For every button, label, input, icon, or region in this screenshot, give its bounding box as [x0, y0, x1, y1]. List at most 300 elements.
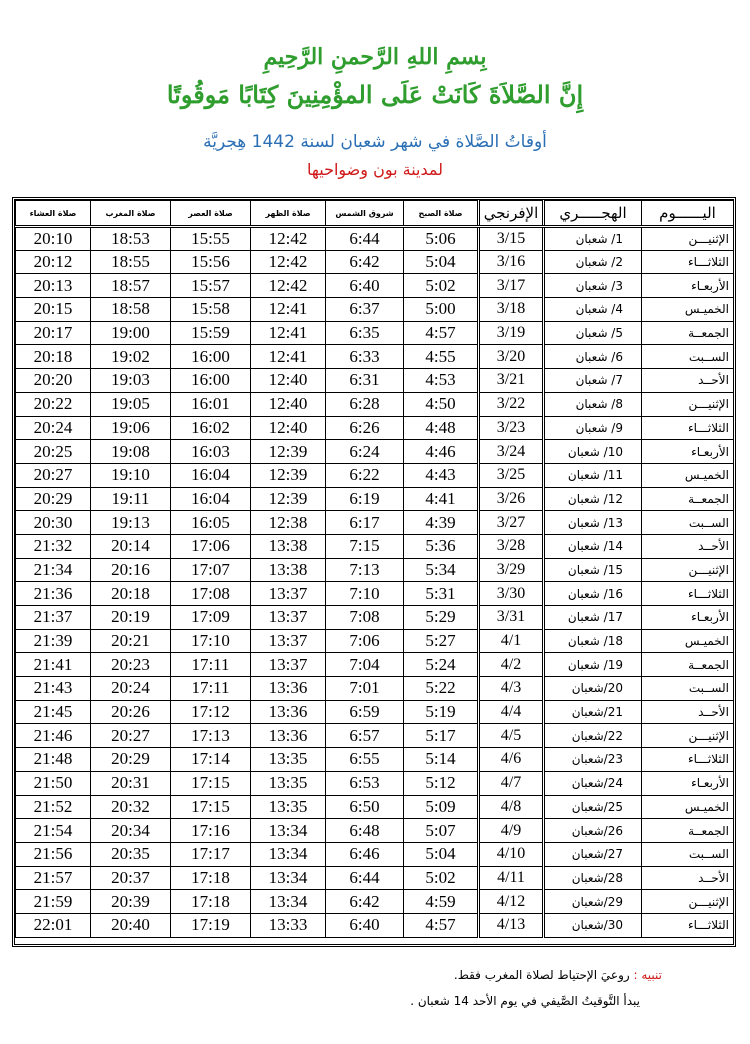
cell-maghrib: 20:32: [91, 795, 171, 819]
cell-isha: 21:43: [16, 677, 91, 701]
cell-maghrib: 20:23: [91, 653, 171, 677]
cell-maghrib: 19:08: [91, 440, 171, 464]
cell-sunrise: 6:28: [326, 392, 404, 416]
table-row: [16, 653, 734, 677]
cell-day: الجمعــة: [642, 819, 734, 843]
cell-day: الســبت: [642, 345, 734, 369]
table-row: [16, 771, 734, 795]
cell-gregorian: 4/6: [479, 748, 544, 772]
cell-asr: 17:14: [171, 748, 251, 772]
cell-sunrise: 7:08: [326, 606, 404, 630]
cell-dhuhr: 13:33: [251, 913, 326, 937]
cell-isha: 21:54: [16, 819, 91, 843]
cell-isha: 21:59: [16, 890, 91, 914]
cell-sunrise: 6:17: [326, 511, 404, 535]
cell-sunrise: 6:55: [326, 748, 404, 772]
cell-asr: 17:15: [171, 795, 251, 819]
cell-dhuhr: 12:40: [251, 416, 326, 440]
cell-dhuhr: 13:37: [251, 606, 326, 630]
cell-hijri: 13/ شعبان: [544, 511, 642, 535]
cell-asr: 15:57: [171, 274, 251, 298]
cell-asr: 16:04: [171, 487, 251, 511]
cell-asr: 16:01: [171, 392, 251, 416]
cell-gregorian: 4/1: [479, 629, 544, 653]
cell-gregorian: 4/3: [479, 677, 544, 701]
cell-gregorian: 4/11: [479, 866, 544, 890]
cell-sunrise: 6:42: [326, 890, 404, 914]
cell-dhuhr: 12:41: [251, 345, 326, 369]
prayer-times-table: [15, 200, 734, 938]
cell-gregorian: 4/10: [479, 842, 544, 866]
cell-asr: 17:07: [171, 558, 251, 582]
note-text-1: روعيَ الإحتياط لصلاة المغرب فقط.: [453, 968, 630, 982]
cell-hijri: 22/شعبان: [544, 724, 642, 748]
cell-dhuhr: 13:38: [251, 558, 326, 582]
cell-sunrise: 6:44: [326, 866, 404, 890]
cell-dhuhr: 13:35: [251, 795, 326, 819]
cell-sunrise: 6:31: [326, 369, 404, 393]
cell-sunrise: 6:40: [326, 274, 404, 298]
cell-isha: 21:45: [16, 700, 91, 724]
cell-hijri: 17/ شعبان: [544, 606, 642, 630]
cell-gregorian: 4/5: [479, 724, 544, 748]
cell-dhuhr: 13:35: [251, 771, 326, 795]
cell-hijri: 21/شعبان: [544, 700, 642, 724]
cell-sunrise: 7:13: [326, 558, 404, 582]
cell-fajr: 5:17: [404, 724, 479, 748]
table-row: [16, 606, 734, 630]
cell-hijri: 25/شعبان: [544, 795, 642, 819]
cell-isha: 22:01: [16, 913, 91, 937]
table-row: [16, 250, 734, 274]
cell-gregorian: 3/24: [479, 440, 544, 464]
cell-day: الأربعـاء: [642, 274, 734, 298]
cell-day: الثلاثـــاء: [642, 416, 734, 440]
cell-day: الســبت: [642, 677, 734, 701]
cell-day: الأحــد: [642, 700, 734, 724]
cell-day: الســبت: [642, 511, 734, 535]
cell-maghrib: 20:18: [91, 582, 171, 606]
cell-gregorian: 4/13: [479, 913, 544, 937]
cell-maghrib: 20:26: [91, 700, 171, 724]
cell-isha: 20:29: [16, 487, 91, 511]
cell-sunrise: 7:01: [326, 677, 404, 701]
col-header-fajr: صلاة الصبح: [404, 201, 479, 227]
cell-dhuhr: 12:42: [251, 227, 326, 251]
cell-dhuhr: 13:37: [251, 629, 326, 653]
table-row: [16, 274, 734, 298]
page-subtitle: لمدينة بون وضواحيها: [306, 160, 443, 179]
cell-gregorian: 4/7: [479, 771, 544, 795]
cell-dhuhr: 12:40: [251, 392, 326, 416]
cell-day: الثلاثـــاء: [642, 250, 734, 274]
cell-gregorian: 3/19: [479, 321, 544, 345]
cell-dhuhr: 13:36: [251, 724, 326, 748]
cell-maghrib: 20:39: [91, 890, 171, 914]
cell-day: الخميـس: [642, 298, 734, 322]
cell-fajr: 5:12: [404, 771, 479, 795]
cell-maghrib: 18:58: [91, 298, 171, 322]
cell-asr: 17:16: [171, 819, 251, 843]
cell-isha: 20:10: [16, 227, 91, 251]
cell-maghrib: 19:10: [91, 463, 171, 487]
cell-fajr: 5:00: [404, 298, 479, 322]
cell-sunrise: 6:24: [326, 440, 404, 464]
cell-isha: 20:15: [16, 298, 91, 322]
cell-asr: 15:56: [171, 250, 251, 274]
quran-verse-heading: إِنَّ الصَّلاَةَ كَانَتْ عَلَى المؤْمِنِينَ كِتَابًا مَوقُوتًا: [166, 80, 584, 109]
table-header-row: [16, 201, 734, 227]
note-label: تنبيه :: [633, 968, 662, 982]
table-row: [16, 558, 734, 582]
cell-hijri: 14/ شعبان: [544, 534, 642, 558]
cell-sunrise: 6:50: [326, 795, 404, 819]
cell-asr: 17:08: [171, 582, 251, 606]
cell-isha: 20:17: [16, 321, 91, 345]
table-row: [16, 321, 734, 345]
cell-dhuhr: 13:34: [251, 842, 326, 866]
cell-dhuhr: 13:35: [251, 748, 326, 772]
cell-gregorian: 4/12: [479, 890, 544, 914]
col-header-isha: صلاة العشاء: [16, 201, 91, 227]
cell-dhuhr: 12:41: [251, 298, 326, 322]
table-row: [16, 890, 734, 914]
cell-dhuhr: 13:36: [251, 677, 326, 701]
cell-asr: 17:11: [171, 677, 251, 701]
col-header-day: اليــــــوم: [642, 201, 734, 227]
cell-fajr: 4:46: [404, 440, 479, 464]
cell-hijri: 4/ شعبان: [544, 298, 642, 322]
cell-maghrib: 19:05: [91, 392, 171, 416]
cell-day: الخميـس: [642, 795, 734, 819]
table-row: [16, 677, 734, 701]
table-row: [16, 298, 734, 322]
cell-fajr: 5:14: [404, 748, 479, 772]
table-row: [16, 345, 734, 369]
cell-hijri: 30/شعبان: [544, 913, 642, 937]
cell-asr: 16:03: [171, 440, 251, 464]
cell-gregorian: 4/8: [479, 795, 544, 819]
cell-maghrib: 20:40: [91, 913, 171, 937]
cell-hijri: 12/ شعبان: [544, 487, 642, 511]
table-body: [16, 227, 734, 938]
cell-fajr: 5:04: [404, 250, 479, 274]
cell-maghrib: 19:06: [91, 416, 171, 440]
cell-sunrise: 6:48: [326, 819, 404, 843]
cell-fajr: 4:55: [404, 345, 479, 369]
cell-isha: 20:30: [16, 511, 91, 535]
cell-day: الأربعـاء: [642, 771, 734, 795]
cell-fajr: 5:36: [404, 534, 479, 558]
cell-asr: 17:19: [171, 913, 251, 937]
table-row: [16, 440, 734, 464]
cell-isha: 21:57: [16, 866, 91, 890]
cell-fajr: 5:34: [404, 558, 479, 582]
cell-isha: 21:56: [16, 842, 91, 866]
table-row: [16, 700, 734, 724]
cell-sunrise: 7:10: [326, 582, 404, 606]
cell-fajr: 4:48: [404, 416, 479, 440]
cell-gregorian: 4/9: [479, 819, 544, 843]
cell-isha: 21:48: [16, 748, 91, 772]
cell-hijri: 29/شعبان: [544, 890, 642, 914]
cell-fajr: 4:53: [404, 369, 479, 393]
col-header-gregorian: الإفرنجي: [479, 201, 544, 227]
table-row: [16, 369, 734, 393]
cell-asr: 16:00: [171, 369, 251, 393]
cell-isha: 21:34: [16, 558, 91, 582]
cell-hijri: 1/ شعبان: [544, 227, 642, 251]
cell-maghrib: 19:13: [91, 511, 171, 535]
cell-hijri: 8/ شعبان: [544, 392, 642, 416]
cell-isha: 21:50: [16, 771, 91, 795]
cell-hijri: 2/ شعبان: [544, 250, 642, 274]
cell-hijri: 16/ شعبان: [544, 582, 642, 606]
cell-dhuhr: 12:40: [251, 369, 326, 393]
table-row: [16, 866, 734, 890]
table-row: [16, 913, 734, 937]
cell-day: الأحــد: [642, 369, 734, 393]
cell-isha: 20:12: [16, 250, 91, 274]
page-title: أوقاتُ الصَّلاة في شهر شعبان لسنة 1442 هِجريَّة: [203, 132, 547, 152]
table-row: [16, 463, 734, 487]
cell-gregorian: 3/17: [479, 274, 544, 298]
cell-maghrib: 20:21: [91, 629, 171, 653]
cell-sunrise: 7:15: [326, 534, 404, 558]
note-line-1: [454, 968, 662, 982]
cell-gregorian: 3/20: [479, 345, 544, 369]
cell-asr: 17:18: [171, 890, 251, 914]
cell-isha: 21:41: [16, 653, 91, 677]
cell-sunrise: 6:26: [326, 416, 404, 440]
cell-gregorian: 3/26: [479, 487, 544, 511]
cell-fajr: 4:57: [404, 321, 479, 345]
cell-dhuhr: 12:39: [251, 440, 326, 464]
cell-dhuhr: 12:42: [251, 274, 326, 298]
cell-sunrise: 6:42: [326, 250, 404, 274]
cell-asr: 16:02: [171, 416, 251, 440]
cell-hijri: 24/شعبان: [544, 771, 642, 795]
cell-fajr: 5:19: [404, 700, 479, 724]
cell-isha: 21:52: [16, 795, 91, 819]
table-row: [16, 819, 734, 843]
cell-hijri: 11/ شعبان: [544, 463, 642, 487]
cell-day: الأربعـاء: [642, 440, 734, 464]
cell-dhuhr: 12:38: [251, 511, 326, 535]
cell-gregorian: 3/16: [479, 250, 544, 274]
cell-hijri: 26/شعبان: [544, 819, 642, 843]
cell-isha: 21:37: [16, 606, 91, 630]
cell-gregorian: 3/31: [479, 606, 544, 630]
cell-fajr: 4:43: [404, 463, 479, 487]
cell-isha: 21:36: [16, 582, 91, 606]
cell-asr: 17:11: [171, 653, 251, 677]
table-row: [16, 511, 734, 535]
cell-maghrib: 18:55: [91, 250, 171, 274]
cell-sunrise: 7:04: [326, 653, 404, 677]
cell-asr: 17:17: [171, 842, 251, 866]
cell-dhuhr: 13:38: [251, 534, 326, 558]
prayer-times-table-frame: [12, 197, 736, 947]
cell-maghrib: 20:16: [91, 558, 171, 582]
cell-day: الجمعــة: [642, 653, 734, 677]
cell-sunrise: 6:37: [326, 298, 404, 322]
cell-maghrib: 20:24: [91, 677, 171, 701]
cell-asr: 17:15: [171, 771, 251, 795]
cell-fajr: 5:24: [404, 653, 479, 677]
cell-asr: 15:55: [171, 227, 251, 251]
cell-dhuhr: 12:42: [251, 250, 326, 274]
cell-fajr: 5:07: [404, 819, 479, 843]
table-row: [16, 227, 734, 251]
table-row: [16, 487, 734, 511]
cell-dhuhr: 13:34: [251, 819, 326, 843]
table-row: [16, 724, 734, 748]
cell-dhuhr: 13:34: [251, 890, 326, 914]
cell-sunrise: 6:44: [326, 227, 404, 251]
cell-isha: 20:27: [16, 463, 91, 487]
cell-hijri: 15/ شعبان: [544, 558, 642, 582]
cell-fajr: 5:04: [404, 842, 479, 866]
cell-maghrib: 18:57: [91, 274, 171, 298]
cell-gregorian: 3/29: [479, 558, 544, 582]
cell-day: الخميـس: [642, 463, 734, 487]
cell-maghrib: 18:53: [91, 227, 171, 251]
cell-dhuhr: 12:39: [251, 463, 326, 487]
cell-gregorian: 4/2: [479, 653, 544, 677]
cell-hijri: 7/ شعبان: [544, 369, 642, 393]
cell-fajr: 5:27: [404, 629, 479, 653]
cell-fajr: 4:41: [404, 487, 479, 511]
cell-gregorian: 3/18: [479, 298, 544, 322]
cell-isha: 20:20: [16, 369, 91, 393]
note-line-2: يبدأ التَّوقيتُ الصَّيفي في يوم الأحد 14 شعبان .: [410, 994, 640, 1008]
table-row: [16, 416, 734, 440]
col-header-hijri: الهجـــــري: [544, 201, 642, 227]
cell-gregorian: 3/27: [479, 511, 544, 535]
cell-sunrise: 7:06: [326, 629, 404, 653]
cell-hijri: 3/ شعبان: [544, 274, 642, 298]
cell-isha: 20:18: [16, 345, 91, 369]
cell-sunrise: 6:53: [326, 771, 404, 795]
cell-hijri: 10/ شعبان: [544, 440, 642, 464]
cell-gregorian: 3/30: [479, 582, 544, 606]
cell-sunrise: 6:33: [326, 345, 404, 369]
cell-isha: 20:13: [16, 274, 91, 298]
cell-asr: 17:12: [171, 700, 251, 724]
cell-dhuhr: 12:39: [251, 487, 326, 511]
cell-dhuhr: 12:41: [251, 321, 326, 345]
cell-sunrise: 6:19: [326, 487, 404, 511]
cell-maghrib: 20:34: [91, 819, 171, 843]
cell-asr: 16:05: [171, 511, 251, 535]
cell-asr: 15:59: [171, 321, 251, 345]
cell-maghrib: 20:29: [91, 748, 171, 772]
cell-maghrib: 19:03: [91, 369, 171, 393]
cell-sunrise: 6:59: [326, 700, 404, 724]
cell-isha: 21:46: [16, 724, 91, 748]
cell-asr: 17:18: [171, 866, 251, 890]
cell-asr: 16:00: [171, 345, 251, 369]
cell-hijri: 23/شعبان: [544, 748, 642, 772]
cell-dhuhr: 13:37: [251, 582, 326, 606]
cell-maghrib: 20:27: [91, 724, 171, 748]
cell-day: الثلاثـــاء: [642, 582, 734, 606]
cell-isha: 21:39: [16, 629, 91, 653]
cell-asr: 16:04: [171, 463, 251, 487]
cell-sunrise: 6:57: [326, 724, 404, 748]
cell-day: الجمعــة: [642, 487, 734, 511]
cell-gregorian: 3/25: [479, 463, 544, 487]
cell-isha: 20:24: [16, 416, 91, 440]
cell-day: الأربعـاء: [642, 606, 734, 630]
cell-fajr: 4:39: [404, 511, 479, 535]
cell-fajr: 4:50: [404, 392, 479, 416]
cell-gregorian: 4/4: [479, 700, 544, 724]
cell-day: الجمعــة: [642, 321, 734, 345]
cell-day: الســبت: [642, 842, 734, 866]
cell-fajr: 5:22: [404, 677, 479, 701]
cell-maghrib: 19:00: [91, 321, 171, 345]
cell-gregorian: 3/21: [479, 369, 544, 393]
cell-fajr: 4:59: [404, 890, 479, 914]
table-row: [16, 842, 734, 866]
cell-maghrib: 20:14: [91, 534, 171, 558]
cell-asr: 17:13: [171, 724, 251, 748]
cell-hijri: 27/شعبان: [544, 842, 642, 866]
cell-gregorian: 3/23: [479, 416, 544, 440]
cell-isha: 21:32: [16, 534, 91, 558]
col-header-dhuhr: صلاة الظهر: [251, 201, 326, 227]
cell-maghrib: 20:19: [91, 606, 171, 630]
cell-hijri: 19/ شعبان: [544, 653, 642, 677]
cell-fajr: 5:06: [404, 227, 479, 251]
cell-hijri: 5/ شعبان: [544, 321, 642, 345]
cell-day: الخميـس: [642, 629, 734, 653]
cell-hijri: 6/ شعبان: [544, 345, 642, 369]
cell-isha: 20:25: [16, 440, 91, 464]
cell-maghrib: 20:35: [91, 842, 171, 866]
col-header-maghrib: صلاة المغرب: [91, 201, 171, 227]
cell-hijri: 9/ شعبان: [544, 416, 642, 440]
cell-sunrise: 6:35: [326, 321, 404, 345]
basmala-heading: بِسمِ اللهِ الرَّحمنِ الرَّحِيمِ: [263, 44, 487, 70]
cell-fajr: 5:31: [404, 582, 479, 606]
cell-gregorian: 3/28: [479, 534, 544, 558]
table-row: [16, 392, 734, 416]
cell-day: الثلاثـــاء: [642, 913, 734, 937]
cell-day: الثلاثـــاء: [642, 748, 734, 772]
cell-gregorian: 3/15: [479, 227, 544, 251]
cell-fajr: 5:02: [404, 274, 479, 298]
cell-day: الإثنيـــن: [642, 392, 734, 416]
cell-day: الأحــد: [642, 866, 734, 890]
cell-fajr: 5:02: [404, 866, 479, 890]
cell-maghrib: 20:37: [91, 866, 171, 890]
table-row: [16, 582, 734, 606]
cell-day: الأحــد: [642, 534, 734, 558]
cell-dhuhr: 13:34: [251, 866, 326, 890]
cell-fajr: 4:57: [404, 913, 479, 937]
cell-sunrise: 6:22: [326, 463, 404, 487]
cell-asr: 17:09: [171, 606, 251, 630]
cell-day: الإثنيـــن: [642, 724, 734, 748]
table-row: [16, 534, 734, 558]
cell-day: الإثنيـــن: [642, 890, 734, 914]
col-header-sunrise: شروق الشمس: [326, 201, 404, 227]
cell-dhuhr: 13:37: [251, 653, 326, 677]
cell-gregorian: 3/22: [479, 392, 544, 416]
